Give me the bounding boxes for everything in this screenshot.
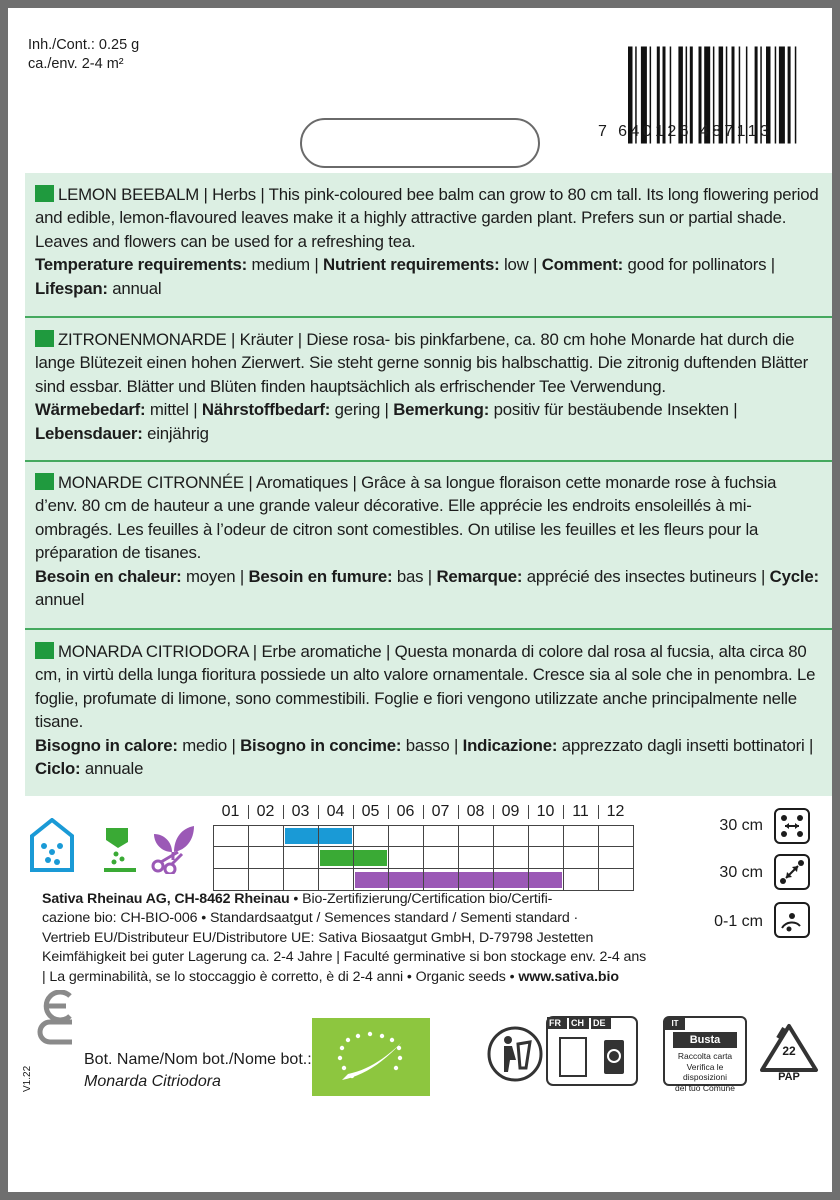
version-text: V1.22 bbox=[22, 1065, 33, 1092]
calendar-header-separator bbox=[528, 805, 529, 819]
calendar-header-separator bbox=[598, 805, 599, 819]
req-label: Bemerkung: bbox=[393, 400, 490, 420]
calendar-header-separator bbox=[283, 805, 284, 819]
req-value: mittel bbox=[149, 400, 189, 420]
req-label: Wärmebedarf: bbox=[35, 400, 146, 420]
busta-title: Busta bbox=[673, 1032, 737, 1048]
distributor-line: Vertrieb EU/Distributeur EU/Distributore UE: Sativa Biosaatgut GmbH, D-79798 Jestetten bbox=[42, 929, 594, 946]
package-info bbox=[28, 36, 139, 74]
variety-category: Aromatiques bbox=[256, 473, 349, 492]
calendar-month-label: 01 bbox=[221, 803, 240, 820]
req-label: Lebensdauer: bbox=[35, 423, 143, 443]
calendar-column-line bbox=[283, 825, 284, 891]
variety-description: Grâce à sa longue floraison cette monarde rose à fuchsia d’env. 80 cm de hauteur a une grande valeur décorative. Elle apprécie les endroits ensoleillés à mi-ombragés. Les feuilles à l’odeur de citron sont comestibles. On utilise les feuilles et les fleurs pour la préparation de tisanes. bbox=[35, 473, 777, 563]
calendar-month-label: 04 bbox=[326, 803, 345, 820]
calendar-column-line bbox=[493, 825, 494, 891]
version-code bbox=[22, 1056, 36, 1096]
calendar-header-separator bbox=[248, 805, 249, 819]
req-value: gering bbox=[334, 400, 381, 420]
company-name: Sativa Rheinau AG, CH-8462 Rheinau bbox=[42, 891, 290, 907]
lang-block-fr: MONARDE CITRONNÉE | Aromatiques | Grâce à sa longue floraison cette monarde rose à fuchsia d’env. 80 cm de hauteur a une grande valeur décorative. Elle apprécie les endroits ensoleillés à mi-ombragés. Les feuilles à l’odeur de citron sont comestibles. On utilise les feuilles et les fleurs pour la préparation de tisanes. Besoin en chaleur: moyen | Besoin en fumure: bas | Remarque: apprécié des insectes butineurs | Cycle: annuel bbox=[35, 473, 819, 610]
req-label: Comment: bbox=[541, 255, 624, 275]
harvest-scissors-icon bbox=[148, 822, 198, 874]
calendar-column-line bbox=[318, 825, 319, 891]
calendar-header-separator bbox=[423, 805, 424, 819]
it-code: IT bbox=[665, 1018, 685, 1030]
req-value: apprezzato dagli insetti bottinatori bbox=[561, 735, 805, 755]
calendar-header-separator bbox=[353, 805, 354, 819]
calendar-header-separator bbox=[318, 805, 319, 819]
calendar-column-line bbox=[388, 825, 389, 891]
row-distance-icon bbox=[774, 808, 810, 844]
content-weight: Inh./Cont.: 0.25 g bbox=[28, 37, 140, 53]
row-distance-label: 30 cm bbox=[719, 817, 763, 834]
req-label: Remarque: bbox=[436, 566, 523, 586]
variety-category: Herbs bbox=[212, 185, 256, 204]
variety-category: Erbe aromatiche bbox=[261, 642, 382, 661]
variety-description: This pink-coloured bee balm can grow to 80 cm tall. Its long flowering period and edible, lemon-flavoured leaves make it a highly attractive garden plant. Prefers sun or partial shade. Leaves and flowers can be used for a refreshing tea. bbox=[35, 185, 819, 251]
green-square-icon bbox=[35, 185, 54, 202]
variety-title: LEMON BEEBALM bbox=[58, 185, 200, 204]
calendar-column-line bbox=[598, 825, 599, 891]
calendar-header-separator bbox=[388, 805, 389, 819]
calendar-column-line bbox=[423, 825, 424, 891]
plant-distance-icon bbox=[774, 854, 810, 890]
req-value: moyen bbox=[186, 566, 236, 586]
botanical-name-block bbox=[84, 1049, 312, 1093]
req-value: positiv für bestäubende Insekten bbox=[493, 400, 729, 420]
lang-block-de: ZITRONENMONARDE | Kräuter | Diese rosa- bis pinkfarbene, ca. 80 cm hohe Monarde hat durch die lange Blütezeit einen hohen Zierwert. Sie steht gerne sonnig bis halbschattig. Die zitronig duftenden Blätter sind essbar. Blätter und Blüten finden hauptsächlich als erfrischender Tee Verwendung. Wärmebedarf: mittel | Nährstoffbedarf: gering | Bemerkung: positiv für bestäubende Insekten | Lebensdauer: einjährig bbox=[35, 330, 808, 443]
calendar-column-line bbox=[633, 825, 634, 891]
botanical-name: Monarda Citriodora bbox=[84, 1073, 221, 1090]
calendar-header-separator bbox=[493, 805, 494, 819]
pap-label: PAP bbox=[778, 1071, 800, 1083]
req-value: einjährig bbox=[147, 423, 209, 443]
seed-packet-back bbox=[8, 8, 832, 1192]
busta-line-2: Verifica le disposizioni bbox=[683, 1061, 727, 1082]
calendar-column-line bbox=[458, 825, 459, 891]
sowing-depth-icon bbox=[774, 902, 810, 938]
lang-block-en: LEMON BEEBALM | Herbs | This pink-coloured bee balm can grow to 80 cm tall. Its long flowering period and edible, lemon-flavoured leaves make it a highly attractive garden plant. Prefers sun or partial shade. Leaves and flowers can be used for a refreshing tea. Temperature requirements: medium | Nutrient requirements: low | Comment: good for pollinators | Lifespan: annual bbox=[35, 185, 819, 298]
req-value: apprécié des insectes butineurs bbox=[526, 566, 757, 586]
req-label: Nutrient requirements: bbox=[323, 255, 500, 275]
req-value: annuale bbox=[84, 759, 144, 779]
req-label: Ciclo: bbox=[35, 759, 81, 779]
req-label: Bisogno in concime: bbox=[240, 735, 402, 755]
coverage-area: ca./env. 2-4 m² bbox=[28, 56, 124, 72]
req-label: Besoin en fumure: bbox=[248, 566, 393, 586]
calendar-month-label: 12 bbox=[606, 803, 625, 820]
hang-slot bbox=[300, 118, 540, 168]
green-square-icon bbox=[35, 473, 54, 490]
calendar-month-header bbox=[213, 801, 633, 823]
calendar-month-label: 03 bbox=[291, 803, 310, 820]
description-panel bbox=[25, 173, 832, 796]
calendar-month-label: 11 bbox=[572, 803, 589, 820]
divider bbox=[25, 628, 832, 630]
lang-block-it: MONARDA CITRIODORA | Erbe aromatiche | Questa monarda di colore dal rosa al fucsia, alta circa 80 cm, in virtù della lunga fioritura possiede un alto valore ornamentale. Cresce sia al sole che in penombra. Le foglie, profumate di limone, sono commestibili. Foglie e fiori vengono utilizzate anche principalmente nelle tisane. Bisogno in calore: medio | Bisogno in concime: basso | Indicazione: apprezzato dagli insetti bottinatori | Ciclo: annuale bbox=[35, 642, 816, 779]
req-value: annuel bbox=[35, 590, 85, 610]
sowing-depth-label: 0-1 cm bbox=[714, 913, 763, 930]
italian-recycling-label bbox=[663, 1016, 747, 1093]
certification-text: • Bio-Zertifizierung/Certification bio/Certifi- bbox=[289, 891, 553, 907]
website-link[interactable]: www.sativa.bio bbox=[518, 968, 619, 985]
divider bbox=[25, 460, 832, 462]
botanical-label: Bot. Name/Nom bot./Nome bot.: bbox=[84, 1051, 312, 1068]
calendar-month-label: 05 bbox=[361, 803, 380, 820]
variety-title: MONARDA CITRIODORA bbox=[58, 642, 249, 661]
req-label: Indicazione: bbox=[462, 735, 558, 755]
certification-line: cazione bio: CH-BIO-006 • Standardsaatgut / Semences standard / Sementi standard · bbox=[42, 910, 579, 927]
busta-line-1: Raccolta carta bbox=[677, 1051, 733, 1061]
req-label: Cycle: bbox=[769, 566, 819, 586]
variety-description: Diese rosa- bis pinkfarbene, ca. 80 cm hohe Monarde hat durch die lange Blütezeit einen hohen Zierwert. Sie steht gerne sonnig bis halbschattig. Die zitronig duftenden Blätter sind essbar. Blätter und Blüten finden hauptsächlich als erfrischender Tee Verwendung. bbox=[35, 330, 808, 396]
pap-number: 22 bbox=[782, 1044, 796, 1058]
req-value: medio bbox=[182, 735, 227, 755]
calendar-column-line bbox=[353, 825, 354, 891]
green-square-icon bbox=[35, 642, 54, 659]
calendar-grid bbox=[213, 825, 633, 891]
req-value: low bbox=[504, 255, 529, 275]
variety-category: Kräuter bbox=[239, 330, 294, 349]
calendar-month-label: 07 bbox=[431, 803, 450, 820]
eu-organic-logo-icon bbox=[312, 1018, 430, 1096]
green-square-icon bbox=[35, 330, 54, 347]
flag-ch: CH bbox=[571, 1018, 584, 1028]
divider bbox=[25, 316, 832, 318]
req-label: Lifespan: bbox=[35, 278, 108, 298]
busta-line-3: del tuo Comune bbox=[674, 1082, 735, 1093]
calendar-month-label: 06 bbox=[396, 803, 415, 820]
calendar-column-line bbox=[563, 825, 564, 891]
req-value: good for pollinators bbox=[627, 255, 767, 275]
calendar-header-separator bbox=[458, 805, 459, 819]
germination-line-it: | La germinabilità, se lo stoccaggio è corretto, è di 2-4 anni • Organic seeds • bbox=[42, 968, 519, 985]
calendar-month-label: 10 bbox=[536, 803, 555, 820]
req-value: basso bbox=[405, 735, 450, 755]
variety-description: Questa monarda di colore dal rosa al fucsia, alta circa 80 cm, in virtù della lunga fioritura possiede un alto valore ornamentale. Cresce sia al sole che in penombra. Le foglie, profumate di limone, sono commestibili. Foglie e fiori vengono utilizzate anche principalmente nelle tisane. bbox=[35, 642, 816, 732]
calendar-column-line bbox=[528, 825, 529, 891]
flag-de: DE bbox=[593, 1018, 606, 1028]
flag-fr: FR bbox=[549, 1018, 561, 1028]
variety-title: ZITRONENMONARDE bbox=[58, 330, 227, 349]
req-value: medium bbox=[251, 255, 310, 275]
calendar-column-line bbox=[213, 825, 214, 891]
outdoor-sowing-icon bbox=[102, 826, 138, 874]
req-label: Nährstoffbedarf: bbox=[201, 400, 331, 420]
variety-title: MONARDE CITRONNÉE bbox=[58, 473, 244, 492]
req-label: Temperature requirements: bbox=[35, 255, 247, 275]
req-label: Besoin en chaleur: bbox=[35, 566, 182, 586]
req-label: Bisogno in calore: bbox=[35, 735, 178, 755]
barcode-number: 7 640126 487113 bbox=[598, 123, 773, 140]
calendar-month-label: 02 bbox=[256, 803, 275, 820]
conformity-mark-icon bbox=[32, 990, 78, 1046]
plant-distance-label: 30 cm bbox=[719, 864, 763, 881]
calendar-header-separator bbox=[563, 805, 564, 819]
calendar-month-label: 09 bbox=[501, 803, 520, 820]
req-value: annual bbox=[112, 278, 162, 298]
company-info bbox=[42, 890, 672, 987]
recycling-person-icon bbox=[486, 1026, 544, 1082]
calendar-month-label: 08 bbox=[466, 803, 485, 820]
req-value: bas bbox=[396, 566, 424, 586]
calendar-column-line bbox=[248, 825, 249, 891]
germination-line: Keimfähigkeit bei guter Lagerung ca. 2-4 Jahre | Faculté germinative si bon stockage env. 2-4 ans bbox=[42, 949, 647, 966]
greenhouse-sowing-icon bbox=[30, 818, 74, 872]
